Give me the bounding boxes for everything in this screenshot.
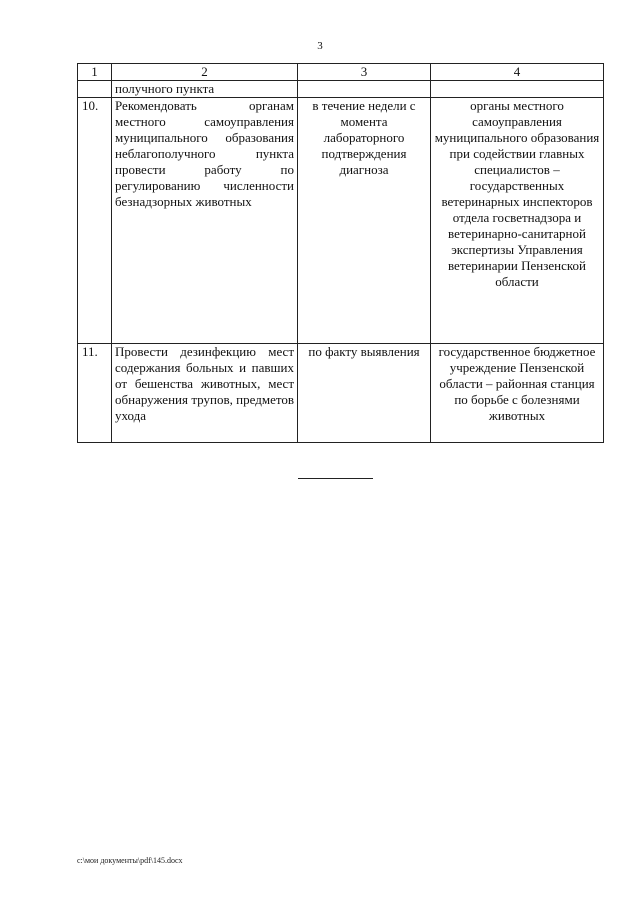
cell-term [298, 81, 431, 98]
cell-measure: получного пункта [112, 81, 298, 98]
end-separator-line [298, 478, 373, 479]
column-header-1: 1 [78, 64, 112, 81]
measures-table [77, 63, 604, 443]
footer-file-path: c:\мои документы\pdf\145.docx [77, 856, 183, 865]
cell-term: в течение недели с момента лабораторного подтверждения диагноза [298, 98, 431, 344]
table-row-continuation [78, 81, 604, 98]
table-row [78, 98, 604, 344]
column-header-4: 4 [431, 64, 604, 81]
cell-number: 11. [78, 344, 112, 443]
cell-responsible: государственное бюджетное учреждение Пензенской области – районная станция по борьбе с болезнями животных [431, 344, 604, 443]
cell-measure: Провести дезинфекцию мест содержания больных и павших от бешенства животных, мест обнаружения трупов, предметов ухода [112, 344, 298, 443]
column-header-3: 3 [298, 64, 431, 81]
cell-responsible: органы местного самоуправления муниципального образования при содействии главных специалистов – государственных ветеринарных инспекторов отдела госветнадзора и ветеринарно-санитарной экспертизы Управления ветеринарии Пензенской области [431, 98, 604, 344]
cell-responsible [431, 81, 604, 98]
table-header-row [78, 64, 604, 81]
cell-number: 10. [78, 98, 112, 344]
cell-number [78, 81, 112, 98]
page-number: 3 [317, 40, 323, 52]
cell-term: по факту выявления [298, 344, 431, 443]
column-header-2: 2 [112, 64, 298, 81]
cell-measure: Рекомендовать органам местного самоуправления муниципального образования неблагополучного пункта провести работу по регулированию численности безнадзорных животных [112, 98, 298, 344]
table-row [78, 344, 604, 443]
